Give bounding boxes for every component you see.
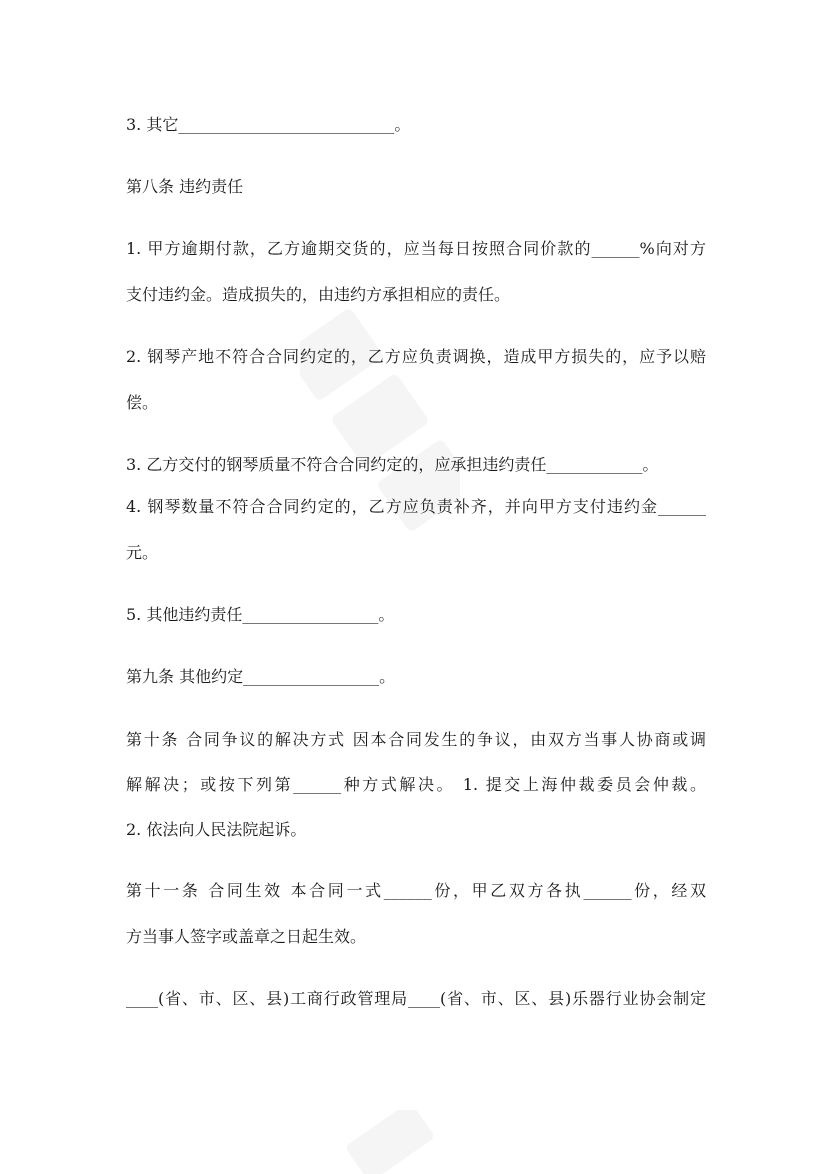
article-8-item-2-line-1: 2. 钢琴产地不符合合同约定的，乙方应负责调换，造成甲方损失的，应予以赔 [126,347,706,366]
article-8-item-4-line-1: 4. 钢琴数量不符合合同约定的，乙方应负责补齐，并向甲方支付违约金______ [126,497,706,516]
article-8-item-3: 3. 乙方交付的钢琴质量不符合合同约定的，应承担违约责任____________。 [126,455,659,474]
article-10-line-1: 第十条 合同争议的解决方式 因本合同发生的争议，由双方当事人协商或调 [126,730,706,749]
article-8-item-4-line-2: 元。 [126,543,159,562]
clause-7-item-3: 3. 其它___________________________。 [126,115,411,134]
watermark-logo-bottom [330,1110,450,1174]
document-footer: ____(省、市、区、县)工商行政管理局____(省、市、区、县)乐器行业协会制定 [126,989,706,1008]
article-9-heading: 第九条 其他约定_________________。 [126,667,396,686]
article-11-line-2: 方当事人签字或盖章之日起生效。 [126,927,367,946]
article-10-line-2: 解解决；或按下列第______种方式解决。 1. 提交上海仲裁委员会仲裁。 [126,775,706,794]
article-8-item-1-line-1: 1. 甲方逾期付款，乙方逾期交货的，应当每日按照合同价款的______%向对方 [126,239,706,258]
article-8-item-5: 5. 其他违约责任_________________。 [126,605,395,624]
article-8-heading: 第八条 违约责任 [126,177,244,196]
article-8-item-2-line-2: 偿。 [126,393,159,412]
article-11-line-1: 第十一条 合同生效 本合同一式______份，甲乙双方各执______份，经双 [126,881,706,900]
article-8-item-1-line-2: 支付违约金。造成损失的，由违约方承担相应的责任。 [126,285,511,304]
article-10-line-3: 2. 依法向人民法院起诉。 [126,820,307,839]
